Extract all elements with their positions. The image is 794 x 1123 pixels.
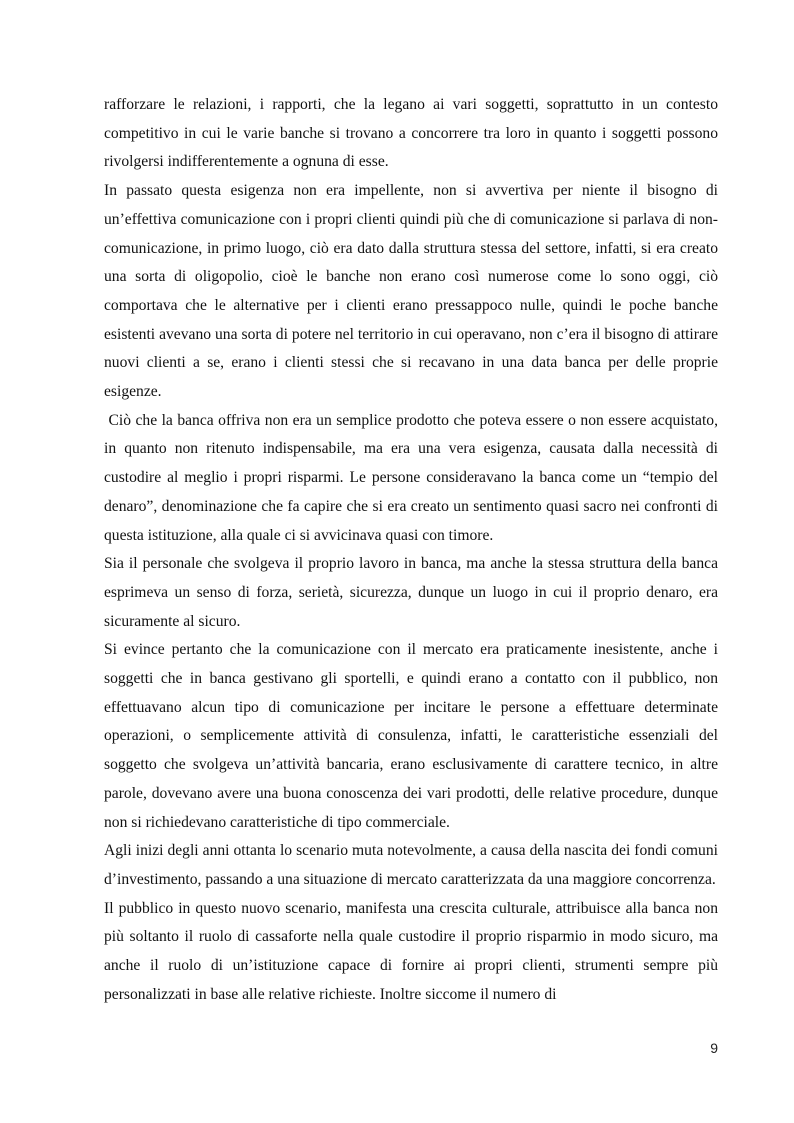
page-number: 9 [710,1040,718,1056]
paragraph: rafforzare le relazioni, i rapporti, che la legano ai vari soggetti, soprattutto in un contesto competitivo in cui le varie banche si trovano a concorrere tra loro in quanto i soggetti possono rivolgersi indifferentemente a ognuna di esse. [104,96,718,171]
paragraph: In passato questa esigenza non era impellente, non si avvertiva per niente il bisogno di un’effettiva comunicazione con i propri clienti quindi più che di comunicazione si parlava di non-comunicazione, in primo luogo, ciò era dato dalla struttura stessa del settore, infatti, si era creato una sorta di oligopolio, cioè le banche non erano così numerose come lo sono oggi, ciò comportava che le alternative per i clienti erano pressappoco nulle, quindi le poche banche esistenti avevano una sorta di potere nel territorio in cui operavano, non c’era il bisogno di attirare nuovi clienti a se, erano i clienti stessi che si recavano in una data banca per delle proprie esigenze. [104,182,718,401]
paragraph: Si evince pertanto che la comunicazione con il mercato era praticamente inesistente, anche i soggetti che in banca gestivano gli sportelli, e quindi erano a contatto con il pubblico, non effettuavano alcun tipo di comunicazione per incitare le persone a effettuare determinate operazioni, o semplicemente attività di consulenza, infatti, le caratteristiche essenziali del soggetto che svolgeva un’attività bancaria, erano esclusivamente di carattere tecnico, in altre parole, dovevano avere una buona conoscenza dei vari prodotti, delle relative procedure, dunque non si richiedevano caratteristiche di tipo commerciale. [104,641,718,831]
paragraph: Agli inizi degli anni ottanta lo scenario muta notevolmente, a causa della nascita dei fondi comuni d’investimento, passando a una situazione di mercato caratterizzata da una maggiore concorrenza. [104,842,718,888]
paragraph: Sia il personale che svolgeva il proprio lavoro in banca, ma anche la stessa struttura della banca esprimeva un senso di forza, serietà, sicurezza, dunque un luogo in cui il proprio denaro, era sicuramente al sicuro. [104,555,718,630]
body-text [104,91,722,1010]
paragraph: Ciò che la banca offriva non era un semplice prodotto che poteva essere o non essere acquistato, in quanto non ritenuto indispensabile, ma era una vera esigenza, causata dalla necessità di custodire al meglio i propri risparmi. Le persone consideravano la banca come un “tempio del denaro”, denominazione che fa capire che si era creato un sentimento quasi sacro nei confronti di questa istituzione, alla quale ci si avvicinava quasi con timore. [104,411,722,544]
paragraph: Il pubblico in questo nuovo scenario, manifesta una crescita culturale, attribuisce alla banca non più soltanto il ruolo di cassaforte nella quale custodire il proprio risparmio in modo sicuro, ma anche il ruolo di un’istituzione capace di fornire ai propri clienti, strumenti sempre più personalizzati in base alle relative richieste. Inoltre siccome il numero di [104,899,718,1003]
